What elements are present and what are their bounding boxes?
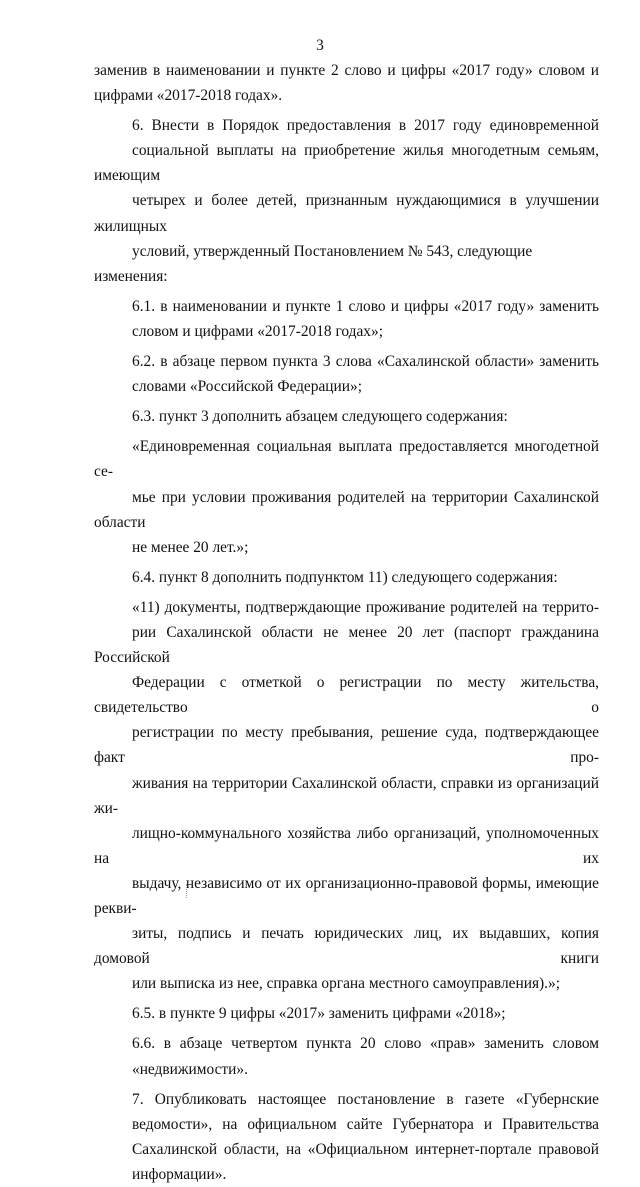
text-line: заменив в наименовании и пункте 2 слово и цифры «2017 году» словом и bbox=[94, 62, 599, 79]
document-body bbox=[94, 58, 599, 1187]
text-line: выдачу, независимо от их организационно-правовой формы, имеющие рекви- bbox=[94, 874, 599, 917]
text-line: рии Сахалинской области не менее 20 лет (паспорт гражданина Российской bbox=[94, 623, 599, 667]
text-line: 6. Внести в Порядок предоставления в 2017 году единовременной bbox=[132, 117, 599, 135]
text-line: информации». bbox=[132, 1165, 227, 1183]
text-line: не менее 20 лет.»; bbox=[132, 538, 249, 556]
text-line: «недвижимости». bbox=[132, 1060, 248, 1078]
text-line: 7. Опубликовать настоящее постановление в газете «Губернские bbox=[132, 1090, 599, 1108]
text-line: Сахалинской области, на «Официальном интернет-портале правовой bbox=[132, 1140, 599, 1158]
paragraph-p6-5 bbox=[94, 1001, 599, 1026]
text-line: словом и цифрами «2017-2018 годах»; bbox=[132, 322, 383, 340]
paragraph-p0 bbox=[94, 58, 599, 108]
text-line: цифрами «2017-2018 годах». bbox=[94, 87, 283, 105]
text-line: живания на территории Сахалинской области, справки из организаций жи- bbox=[94, 774, 599, 817]
text-line: 6.5. в пункте 9 цифры «2017» заменить цифрами «2018»; bbox=[132, 1005, 506, 1023]
text-line: или выписка из нее, справка органа местного самоуправления).»; bbox=[132, 975, 560, 993]
paragraph-p6-4 bbox=[94, 565, 599, 590]
text-line: 6.6. в абзаце четвертом пункта 20 слово «прав» заменить словом bbox=[132, 1035, 599, 1053]
text-line: регистрации по месту пребывания, решение суда, подтверждающее факт про- bbox=[94, 724, 599, 767]
scan-mark bbox=[186, 884, 189, 898]
text-line: ведомости», на официальном сайте Губернатора и Правительства bbox=[132, 1115, 599, 1133]
text-line: словами «Российской Федерации»; bbox=[132, 378, 362, 396]
paragraph-p6 bbox=[94, 113, 599, 289]
paragraph-p6-3 bbox=[94, 404, 599, 429]
text-line: социальной выплаты на приобретение жилья многодетным семьям, имеющим bbox=[94, 142, 599, 185]
text-line: 6.1. в наименовании и пункте 1 слово и цифры «2017 году» заменить bbox=[132, 297, 599, 315]
paragraph-p7 bbox=[94, 1087, 599, 1187]
page-number: 3 bbox=[316, 37, 324, 54]
text-line: условий, утвержденный Постановлением № 543, следующие изменения: bbox=[94, 242, 533, 285]
text-line: 6.3. пункт 3 дополнить абзацем следующего содержания: bbox=[132, 408, 508, 426]
paragraph-p6-4-quote bbox=[94, 595, 599, 997]
paragraph-p6-3-quote bbox=[94, 434, 599, 559]
text-line: лищно-коммунального хозяйства либо организаций, уполномоченных на их bbox=[94, 824, 599, 867]
text-line: 6.2. в абзаце первом пункта 3 слова «Сахалинской области» заменить bbox=[132, 353, 599, 371]
text-line: «11) документы, подтверждающие проживание родителей на террито- bbox=[132, 598, 599, 616]
paragraph-p6-6 bbox=[94, 1031, 599, 1081]
text-line: 6.4. пункт 8 дополнить подпунктом 11) следующего содержания: bbox=[132, 568, 558, 586]
text-line: зиты, подпись и печать юридических лиц, их выдавших, копия домовой книги bbox=[94, 925, 599, 968]
text-line: Федерации с отметкой о регистрации по месту жительства, свидетельство о bbox=[94, 674, 599, 717]
paragraph-p6-2 bbox=[94, 349, 599, 399]
text-line: «Единовременная социальная выплата предоставляется многодетной се- bbox=[94, 438, 599, 481]
paragraph-p6-1 bbox=[94, 294, 599, 344]
text-line: мье при условии проживания родителей на территории Сахалинской области bbox=[94, 488, 599, 531]
text-line: четырех и более детей, признанным нуждающимися в улучшении жилищных bbox=[94, 192, 599, 235]
